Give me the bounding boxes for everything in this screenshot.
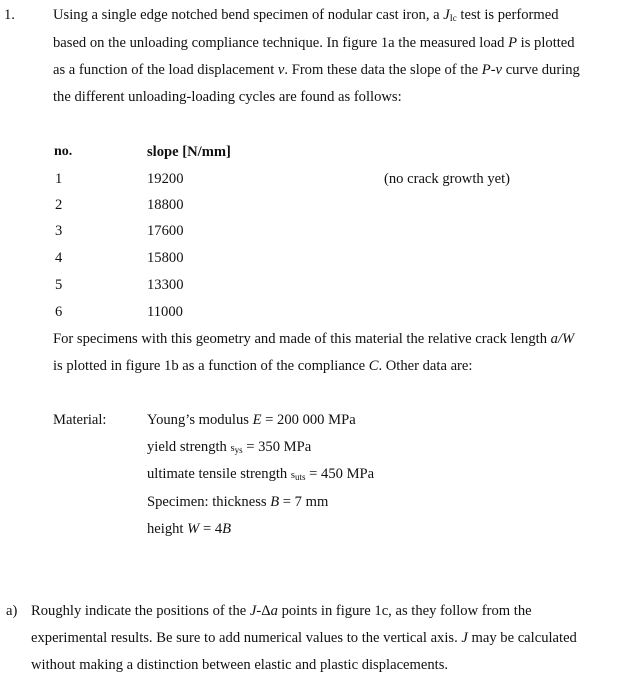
table-row-no: 1 bbox=[55, 171, 63, 187]
para2-line-2: is plotted in figure 1b as a function of the compliance C. Other data are: bbox=[53, 358, 473, 374]
specimen-thickness: Specimen: thickness B = 7 mm bbox=[147, 494, 329, 510]
table-row-no: 4 bbox=[55, 250, 63, 266]
intro-line-3: as a function of the load displacement v. From these data the slope of the P-v curve during bbox=[53, 62, 580, 78]
table-row-slope: 17600 bbox=[147, 223, 184, 239]
table-row-no: 2 bbox=[55, 197, 63, 213]
yield-strength: yield strength $s_{ys} = 350$ MPa bbox=[147, 439, 312, 455]
question-a-line-2: experimental results. Be sure to add numerical values to the vertical axis. J may be calculated bbox=[31, 630, 577, 646]
intro-line-2: based on the unloading compliance technique. In figure 1a the measured load P is plotted bbox=[53, 35, 575, 51]
specimen-height: height W = 4B bbox=[147, 521, 232, 537]
intro-line-4: the different unloading-loading cycles are found as follows: bbox=[53, 89, 402, 105]
table-row-slope: 11000 bbox=[147, 304, 183, 320]
question-a-line-3: without making a distinction between elastic and plastic displacements. bbox=[31, 657, 449, 673]
material-label: Material: bbox=[53, 412, 107, 428]
table-row-slope: 15800 bbox=[147, 250, 184, 266]
question-a-line-1: Roughly indicate the positions of the J-Δa points in figure 1c, as they follow from the bbox=[31, 603, 532, 619]
table-row-no: 3 bbox=[55, 223, 63, 239]
table-row-slope: 18800 bbox=[147, 197, 184, 213]
table-row-note: (no crack growth yet) bbox=[384, 171, 511, 187]
question-a-label: a) bbox=[6, 603, 18, 619]
ultimate-tensile-strength: ultimate tensile strength $s_{uts} = 450$ MPa bbox=[147, 466, 375, 482]
table-header-no: no. bbox=[54, 144, 73, 159]
intro-line-1: Using a single edge notched bend specimen of nodular cast iron, a $J_{Ic}$ test is performed bbox=[53, 7, 559, 23]
table-row-slope: 19200 bbox=[147, 171, 184, 187]
table-row-no: 5 bbox=[55, 277, 63, 293]
para2-line-1: For specimens with this geometry and made of this material the relative crack length a/W bbox=[53, 331, 575, 347]
table-row-slope: 13300 bbox=[147, 277, 184, 293]
problem-number: 1. bbox=[4, 7, 15, 23]
youngs-modulus: Young’s modulus E = 200 000 MPa bbox=[147, 412, 356, 428]
table-row-no: 6 bbox=[55, 304, 63, 320]
table-header-slope: slope [N/mm] bbox=[147, 144, 231, 160]
